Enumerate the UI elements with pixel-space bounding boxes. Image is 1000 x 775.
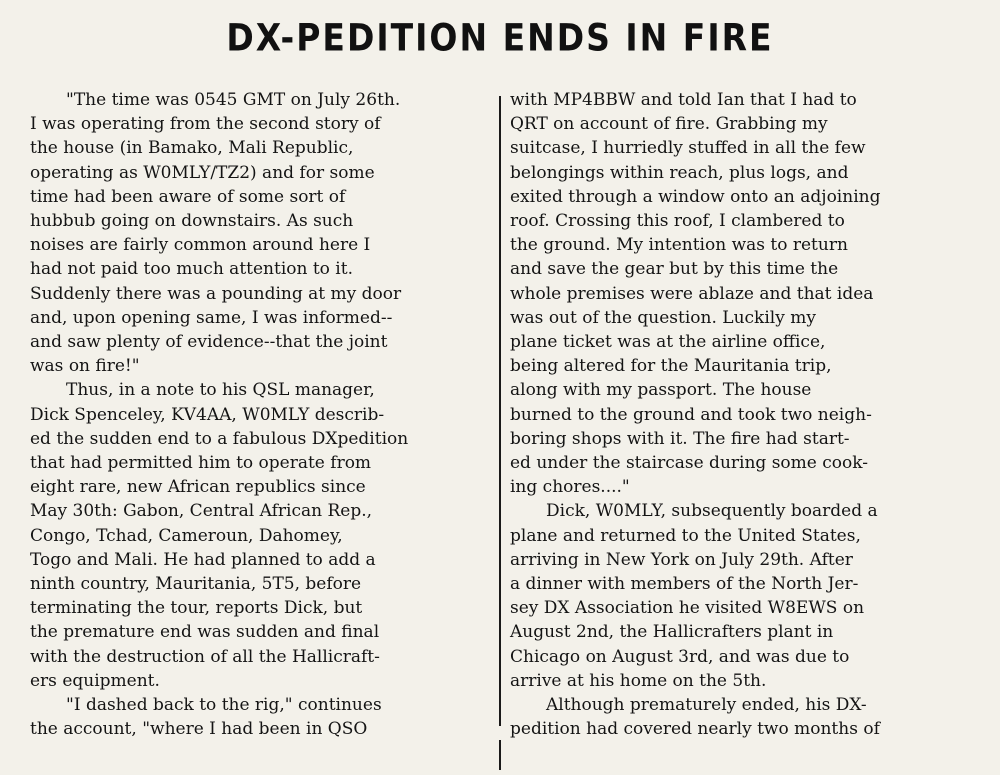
text-line: time had been aware of some sort of	[30, 186, 346, 207]
text-line: boring shops with it. The fire had start-	[510, 428, 850, 449]
text-line: August 2nd, the Hallicrafters plant in	[510, 622, 834, 643]
text-line: noises are fairly common around here I	[30, 235, 371, 256]
text-line: Although prematurely ended, his DX-	[546, 695, 867, 716]
text-line: was out of the question. Luckily my	[510, 307, 816, 328]
text-line: terminating the tour, reports Dick, but	[30, 598, 363, 619]
text-line: plane and returned to the United States,	[510, 525, 861, 546]
text-line: ninth country, Mauritania, 5T5, before	[30, 574, 362, 595]
text-line: a dinner with members of the North Jer-	[510, 574, 859, 595]
text-line: QRT on account of fire. Grabbing my	[510, 114, 828, 135]
column-divider	[499, 740, 501, 770]
text-line: ed under the staircase during some cook-	[510, 453, 868, 474]
text-line: burned to the ground and took two neigh-	[510, 404, 872, 425]
text-line: eight rare, new African republics since	[30, 477, 366, 498]
text-line: ed the sudden end to a fabulous DXpedition	[30, 428, 409, 449]
text-line: May 30th: Gabon, Central African Rep.,	[30, 501, 373, 522]
text-line: belongings within reach, plus logs, and	[510, 162, 849, 183]
column-divider	[499, 96, 501, 726]
text-line: with the destruction of all the Hallicraft-	[30, 646, 380, 667]
text-line: ers equipment.	[30, 670, 160, 691]
text-line: had not paid too much attention to it.	[30, 259, 353, 280]
text-line: whole premises were ablaze and that idea	[510, 283, 874, 304]
text-line: operating as W0MLY/TZ2) and for some	[30, 162, 375, 183]
text-line: along with my passport. The house	[510, 380, 812, 401]
text-line: roof. Crossing this roof, I clambered to	[510, 211, 845, 232]
article-title: DX-PEDITION ENDS IN FIRE	[226, 15, 774, 60]
text-line: the account, "where I had been in QSO	[30, 719, 368, 740]
text-line: pedition had covered nearly two months of	[510, 719, 880, 740]
text-line: Suddenly there was a pounding at my door	[30, 283, 402, 304]
text-line: arriving in New York on July 29th. After	[510, 549, 853, 570]
text-line: Togo and Mali. He had planned to add a	[30, 549, 376, 570]
text-line: being altered for the Mauritania trip,	[510, 356, 832, 377]
text-line: Chicago on August 3rd, and was due to	[510, 646, 850, 667]
text-line: and, upon opening same, I was informed--	[30, 307, 393, 328]
text-line: the premature end was sudden and final	[30, 622, 380, 643]
text-line: I was operating from the second story of	[30, 114, 381, 135]
text-line: "The time was 0545 GMT on July 26th.	[66, 90, 401, 110]
text-line: Congo, Tchad, Cameroun, Dahomey,	[30, 525, 343, 546]
text-line: hubbub going on downstairs. As such	[30, 211, 354, 232]
text-line: arrive at his home on the 5th.	[510, 670, 767, 691]
text-line: and saw plenty of evidence--that the joint	[30, 332, 388, 353]
text-line: and save the gear but by this time the	[510, 259, 839, 280]
text-line: Dick, W0MLY, subsequently boarded a	[546, 501, 878, 522]
text-line: suitcase, I hurriedly stuffed in all the few	[510, 138, 866, 159]
text-line: exited through a window onto an adjoining	[510, 186, 881, 207]
text-line: plane ticket was at the airline office,	[510, 332, 826, 353]
text-line: Thus, in a note to his QSL manager,	[66, 380, 375, 401]
text-line: the ground. My intention was to return	[510, 235, 848, 256]
text-line: with MP4BBW and told Ian that I had to	[510, 90, 857, 110]
text-line: was on fire!"	[30, 356, 140, 377]
text-line: "I dashed back to the rig," continues	[66, 695, 382, 716]
text-line: Dick Spenceley, KV4AA, W0MLY describ-	[30, 404, 385, 425]
text-line: that had permitted him to operate from	[30, 453, 372, 474]
text-line: ing chores...."	[510, 477, 630, 498]
left-column	[30, 88, 494, 741]
right-column	[510, 88, 980, 741]
text-line: sey DX Association he visited W8EWS on	[510, 598, 865, 619]
text-line: the house (in Bamako, Mali Republic,	[30, 138, 354, 159]
